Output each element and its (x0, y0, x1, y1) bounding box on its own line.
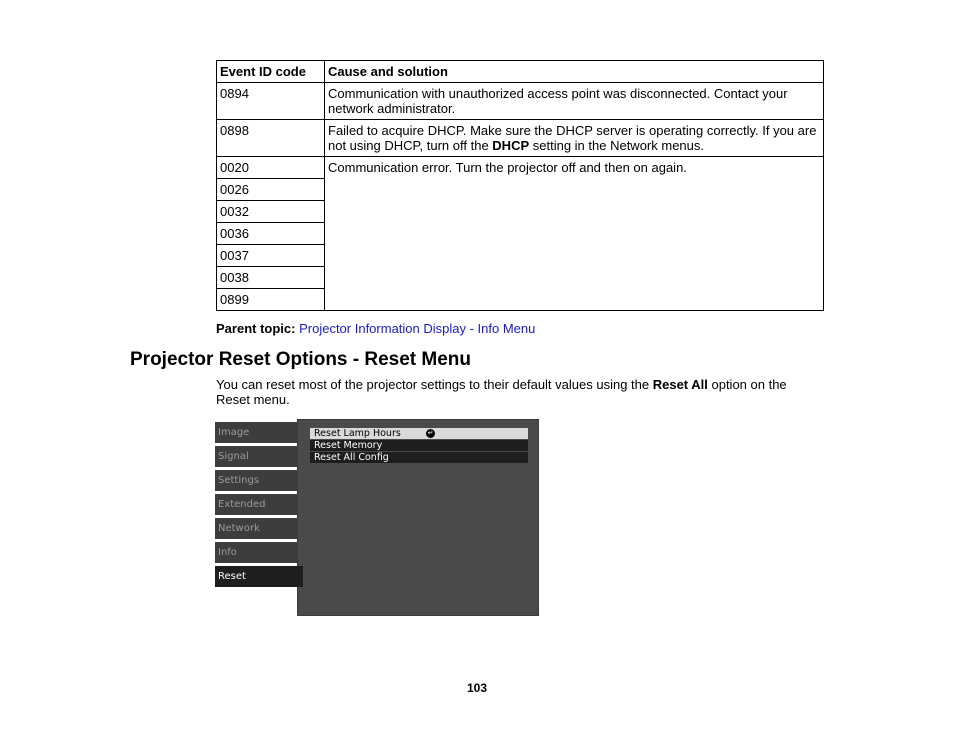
page-number: 103 (466, 681, 488, 695)
table-row (217, 120, 824, 157)
intro-bold-text: Reset All (652, 377, 708, 392)
parent-topic-label: Parent topic: (216, 321, 296, 336)
table-header-row (217, 61, 824, 83)
event-code-cell: 0020 (217, 157, 325, 179)
parent-topic-link[interactable]: Projector Information Display - Info Menu (299, 321, 536, 336)
osd-item-label: Reset Lamp Hours (314, 428, 401, 439)
intro-text: You can reset most of the projector settings to their default values using the (216, 377, 653, 392)
event-code-cell: 0032 (217, 201, 325, 223)
cause-text: setting in the Network menus. (529, 138, 704, 153)
cause-cell: Communication with unauthorized access point was disconnected. Contact your network administrator. (325, 83, 824, 120)
column-header-cause: Cause and solution (325, 61, 824, 83)
event-code-cell: 0899 (217, 289, 325, 311)
event-code-cell: 0898 (217, 120, 325, 157)
osd-tab-signal: Signal (215, 446, 297, 467)
table-row (217, 157, 824, 179)
cause-cell: Communication error. Turn the projector off and then on again. (325, 157, 824, 311)
osd-item-reset-lamp-hours (310, 428, 528, 439)
osd-tab-reset: Reset (215, 566, 303, 587)
osd-tab-settings: Settings (215, 470, 297, 491)
cause-cell (325, 120, 824, 157)
osd-tab-extended: Extended (215, 494, 297, 515)
reset-menu-screenshot (215, 419, 538, 615)
event-code-cell: 0037 (217, 245, 325, 267)
section-title: Projector Reset Options - Reset Menu (130, 349, 472, 370)
event-code-cell: 0038 (217, 267, 325, 289)
event-code-cell: 0026 (217, 179, 325, 201)
column-header-event-id: Event ID code (217, 61, 325, 83)
osd-item-reset-memory: Reset Memory (310, 440, 528, 451)
intro-paragraph (216, 377, 816, 407)
event-id-table (216, 60, 824, 311)
event-code-cell: 0894 (217, 83, 325, 120)
event-code-cell: 0036 (217, 223, 325, 245)
enter-icon: ↵ (427, 429, 434, 437)
osd-tab-network: Network (215, 518, 297, 539)
table-row (217, 83, 824, 120)
osd-item-reset-all-config: Reset All Config (310, 452, 528, 463)
parent-topic (216, 321, 535, 336)
osd-tab-info: Info (215, 542, 297, 563)
osd-tab-image: Image (215, 422, 297, 443)
cause-text: Failed to acquire DHCP. Make sure the DHCP server is operating correctly. If you are not using DHCP, turn off the (328, 123, 817, 153)
cause-bold-text: DHCP (492, 138, 530, 153)
intro-text: option on the Reset menu. (216, 377, 787, 407)
